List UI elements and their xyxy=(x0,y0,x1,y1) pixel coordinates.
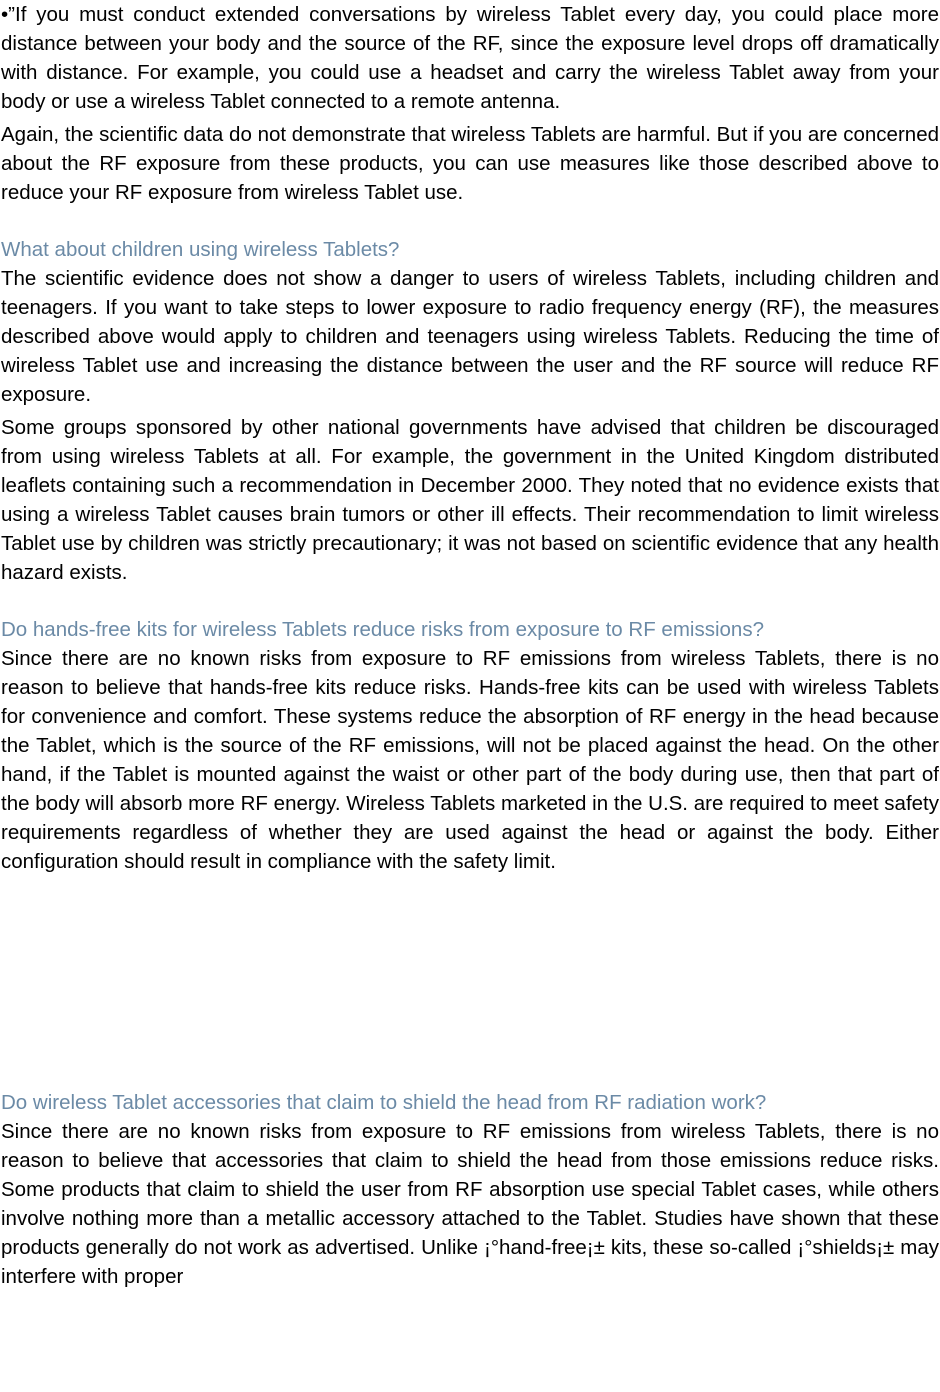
paragraph-distance-advice: •”If you must conduct extended conversations by wireless Tablet every day, you could place more distance between your body and the source of the RF, since the exposure level drops off dramatically with distance. For example, you could use a headset and carry the wireless Tablet away from your body or use a wireless Tablet connected to a remote antenna. xyxy=(1,3,939,113)
heading-children: What about children using wireless Tablets? xyxy=(1,238,400,261)
heading-shield-accessories: Do wireless Tablet accessories that claim to shield the head from RF radiation work? xyxy=(1,1091,767,1114)
paragraph-uk-recommendation: Some groups sponsored by other national governments have advised that children be discouraged from using wireless Tablets at all. For example, the government in the United Kingdom distributed leaflets containing such a recommendation in December 2000. They noted that no evidence exists that using a wireless Tablet causes brain tumors or other ill effects. Their recommendation to limit wireless Tablet use by children was strictly precautionary; it was not based on scientific evidence that any health hazard exists. xyxy=(1,416,939,584)
paragraph-scientific-data: Again, the scientific data do not demonstrate that wireless Tablets are harmful. But if you are concerned about the RF exposure from these products, you can use measures like those described above to reduce your RF exposure from wireless Tablet use. xyxy=(1,123,939,204)
paragraph-hands-free-kits: Since there are no known risks from exposure to RF emissions from wireless Tablets, there is no reason to believe that hands-free kits reduce risks. Hands-free kits can be used with wireless Tablets for convenience and comfort. These systems reduce the absorption of RF energy in the head because the Tablet, which is the source of the RF emissions, will not be placed against the head. On the other hand, if the Tablet is mounted against the waist or other part of the body during use, then that part of the body will absorb more RF energy. Wireless Tablets marketed in the U.S. are required to meet safety requirements regardless of whether they are used against the head or against the body. Either configuration should result in compliance with the safety limit. xyxy=(1,647,939,873)
paragraph-children-evidence: The scientific evidence does not show a danger to users of wireless Tablets, including children and teenagers. If you want to take steps to lower exposure to radio frequency energy (RF), the measures described above would apply to children and teenagers using wireless Tablets. Reducing the time of wireless Tablet use and increasing the distance between the user and the RF source will reduce RF exposure. xyxy=(1,267,939,406)
heading-hands-free-kits: Do hands-free kits for wireless Tablets reduce risks from exposure to RF emissions? xyxy=(1,618,764,641)
paragraph-shield-accessories: Since there are no known risks from exposure to RF emissions from wireless Tablets, there is no reason to believe that accessories that claim to shield the head from those emissions reduce risks. Some products that claim to shield the user from RF absorption use special Tablet cases, while others involve nothing more than a metallic accessory attached to the Tablet. Studies have shown that these products generally do not work as advertised. Unlike ¡°hand-free¡± kits, these so-called ¡°shields¡± may interfere with proper xyxy=(1,1120,939,1288)
